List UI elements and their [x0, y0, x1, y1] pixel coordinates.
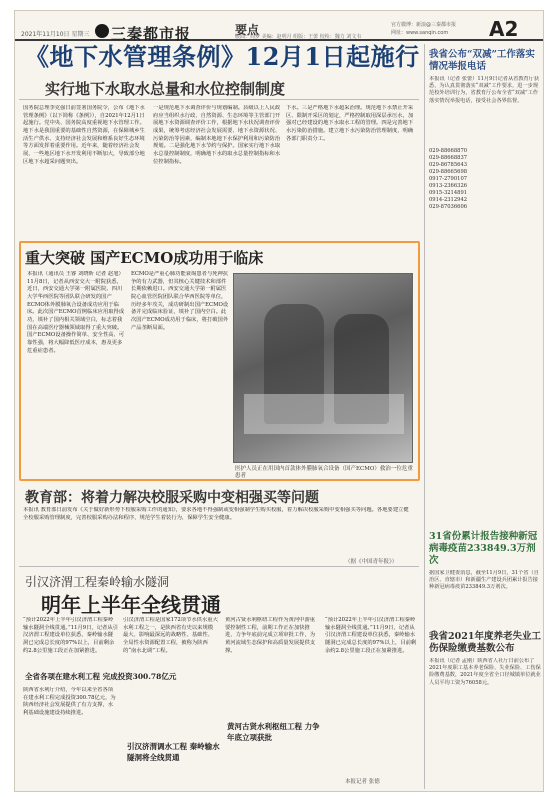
phone-number: 029-87036606: [429, 203, 468, 210]
tunnel-pretitle: 引汉济渭工程秦岭输水隧洞: [25, 575, 170, 589]
tunnel-subhead-1: 全省各项在建水利工程 完成投资300.78亿元: [25, 672, 177, 681]
right-article-1-body: 本报讯（记者 张蕾）11月9日记者从省教育厅获悉，为认真贯彻落实“双减”工作要求，进一步规范校外培训行为，省教育厅公布全省“双减”工作落实情况举报电话，接受社会各界监督。: [429, 75, 540, 104]
tunnel-body-col2: 陕西省水利厅介绍，今年以来全省各项在建水利工程完成投资300.78亿元，为陕西经济社会发展提供了有力支撑，水利基础设施建设持续推进。: [23, 687, 116, 717]
edu-body: 本报讯 教育部日前发布《关于做好新形势下校服采购工作的通知》，要求各地不得强制或变相强制学生购买校服，着力解决校服采购中变相强买等问题。各地要建立健全校服采购管理制度，完善校服采购办法和程序，规范学生着装行为，保障学生安全健康。: [23, 507, 409, 521]
lead-body-col1: 国务院总理李克强日前签署国务院令，公布《地下水管理条例》（以下简称《条例》），自2021年12月1日起施行。党中央、国务院高度重视地下水管理工作。地下水是我国重要的基础性自然资源，在保障城乡生活生产供水、支持经济社会发展和维系良好生态环境等方面发挥着重要作用。近年来，随着经济社会发展，一些地区地下水开发利用不断加大，导致部分地区地下水超采问题突出。: [23, 105, 145, 165]
photo-equipment: [244, 394, 404, 434]
highlight-body-left: 本报讯（通讯员 王睿 刘晓昕 记者 赵旭）11月8日，记者从西安交大一附院获悉，近日，西安交通大学第一附属医院、四川大学华西医院等团队联合研发的国产ECMO体外膜肺氧合设备成功应用于临床。此次国产ECMO首例临床应用取得成功，填补了国内相关领域空白，标志着我国在高端医疗器械领域取得了重大突破。国产ECMO设备操作简单、安全性高、可靠性强，将大幅降低医疗成本，惠及更多危重症患者。: [27, 271, 125, 354]
tunnel-body-col5: “预计2022年上半年引汉济渭工程秦岭输水隧洞全线贯通。”11月9日，记者从引汉济渭工程建设单位获悉，秦岭输水隧洞已完成总长度的97%以上，目前剩余约2.8公里施工段正在加紧推进。: [325, 617, 417, 654]
highlight-body-right: ECMO是严重心肺功能衰竭患者与死神抗争的有力武器，但其核心关键技术和部件长期依赖进口。西安交通大学第一附属医院心血管医院团队联合华西医院等单位，历经多年攻关，成功研制出国产ECMO设备并完成临床验证，填补了国内空白。此次国产ECMO成功用于临床，将打破国外产品垄断局面。: [131, 271, 229, 331]
newspaper-page: [14, 10, 544, 792]
masthead-logo-icon: [95, 24, 109, 38]
editor-credits: 版面：周梦 美编：赵明月 组版：王蕾 校检：魏力 刘文韦: [235, 34, 362, 40]
tunnel-author: 本报记者 张德: [345, 779, 380, 785]
phone-number: 029-88665698: [429, 168, 468, 175]
phone-number: 029-88668870: [429, 147, 468, 154]
phone-number: 0913-2366326: [429, 182, 468, 189]
phone-number: 029-86785643: [429, 161, 468, 168]
right-article-1: [429, 49, 541, 210]
edu-source: （据《中国青年报》）: [345, 559, 398, 565]
highlight-headline: 重大突破 国产ECMO成功用于临床: [25, 249, 264, 267]
tunnel-body-col4: 黄河古贤水利枢纽工程作为黄河中游重要控制性工程，前期工作正在加快推进，力争年底前完成立项审批工作，为黄河流域生态保护和高质量发展提供支撑。: [225, 617, 316, 654]
tunnel-headline: 明年上半年全线贯通: [41, 593, 221, 617]
phone-list: [429, 148, 541, 211]
weibo-line: 官方微博：新浪@三秦都市报: [391, 22, 457, 28]
phone-number: 0915-3214891: [429, 189, 468, 196]
right-article-2: [429, 531, 541, 614]
tunnel-body-col3: 引汉济渭工程是国家172项节水供水重大水利工程之一，是陕西省有史以来规模最大、影响最深远的战略性、基础性、全局性水资源配置工程，被称为陕西的“南水北调”工程。: [123, 617, 218, 654]
phone-number: 029-88668837: [429, 154, 468, 161]
phone-number: 0914-2312942: [429, 196, 468, 203]
tunnel-subhead-2: 引汉济渭调水工程 秦岭输水隧洞将全线贯通: [127, 742, 220, 762]
masthead: 三秦都市报: [111, 25, 192, 43]
lead-headline: 《地下水管理条例》12月1日起施行: [25, 42, 420, 71]
lead-body-col2: 一是规范地下水调查评价与规划编制。县级以上人民政府应当组织水行政、自然资源、生态环境等主管部门开展地下水资源调查评价工作，根据地下水状况调查评价成果，统筹考虑经济社会发展需要、地下水资源状况、污染防治等因素，编制本地地下水保护利用和污染防治规划。二是强化地下水节约与保护。国家实行地下水取水总量控制制度，明确地下水的取水总量控制指标和水位控制指标。: [153, 105, 281, 165]
issue-date: 2021年11月10日 星期三: [21, 31, 90, 38]
tunnel-body-col1: “预计2022年上半年引汉济渭工程秦岭输水隧洞全线贯通。”11月9日，记者从引汉济渭工程建设单位获悉，秦岭输水隧洞已完成总长度的97%以上，目前剩余约2.8公里施工段正在加紧推进。: [23, 617, 118, 654]
section-title: 要点: [235, 23, 260, 37]
page-header: [15, 11, 544, 41]
phone-number: 0917-2790107: [429, 175, 468, 182]
lead-body-col3: 下水。三是严格地下水超采治理。规范地下水禁止开采区、限制开采区的划定，严格控制取用深层承压水，加强对已经建设的地下水取水工程的管理。四是完善地下水污染防治措施。建立地下水污染防治管理制度，明确各部门职责分工。: [286, 105, 414, 142]
divider: [19, 99, 419, 100]
lead-subhead: 实行地下水取水总量和水位控制制度: [45, 80, 286, 98]
right-article-2-body: 据国家卫健委消息，截至11月9日，31个省（自治区、直辖市）和新疆生产建设兵团累计报告接种新冠病毒疫苗233849.3万剂次。: [429, 569, 539, 591]
ecmo-photo: [233, 273, 413, 463]
column-divider: [424, 44, 425, 789]
right-article-3-title: 我省2021年度养老失业工伤保险缴费基数公布: [429, 631, 541, 654]
right-article-1-title: 我省公布“双减”工作落实情况举报电话: [429, 49, 535, 72]
page-number: A2: [489, 17, 519, 41]
photo-caption: 医护人员正在用国内首款体外膜肺氧合设备（国产ECMO）救治一位危重患者: [235, 466, 413, 480]
website-line[interactable]: 网址：www.sanqin.com: [391, 30, 449, 36]
right-article-3-body: 本报讯（记者 孟刚）陕西省人社厅日前公布了2021年度职工基本养老保险、失业保险、工伤保险缴费基数，2021年度全省全口径城镇单位就业人员平均工资为76058元。: [429, 657, 541, 686]
right-article-2-title: 31省份累计报告接种新冠病毒疫苗233849.3万剂次: [429, 531, 538, 566]
edu-headline: 教育部：将着力解决校服采购中变相强买等问题: [25, 490, 319, 506]
right-article-3: [429, 631, 541, 768]
tunnel-subhead-3: 黄河古贤水利枢纽工程 力争年底立项获批: [227, 722, 320, 742]
divider: [19, 566, 419, 567]
